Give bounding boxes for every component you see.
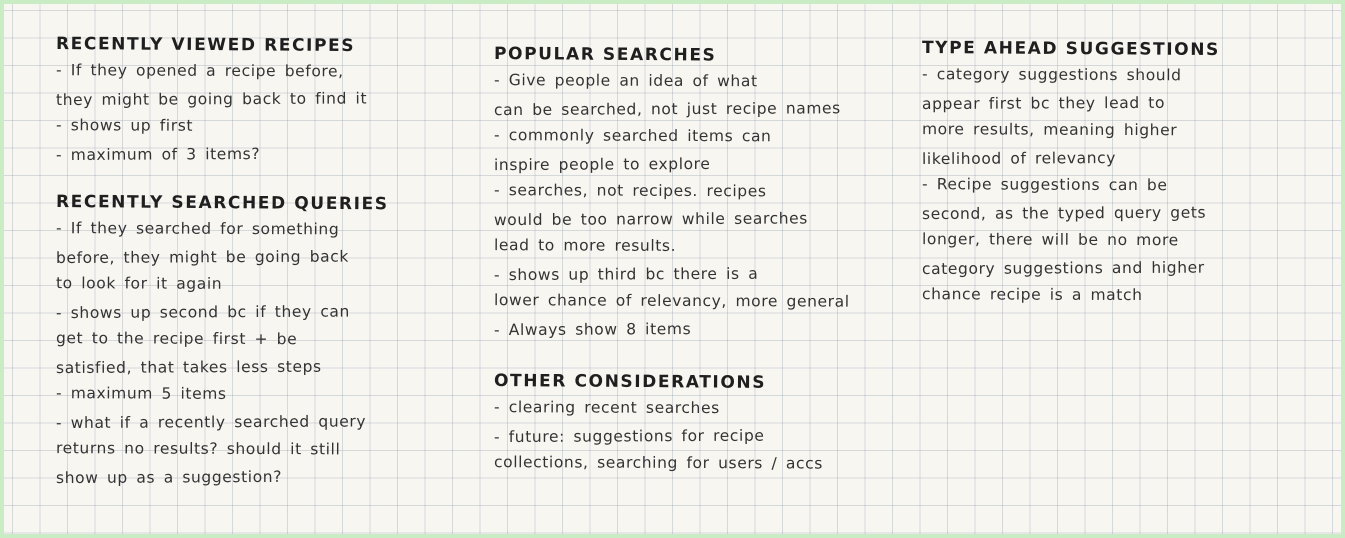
note-line: - clearing recent searches [493,398,720,418]
note-line: - maximum of 3 items? [55,144,261,164]
note-line: - Give people an idea of what [493,71,758,91]
note-line: collections, searching for users / accs [493,453,823,473]
section-heading: TYPE AHEAD SUGGESTIONS [921,38,1220,61]
section-heading: OTHER CONSIDERATIONS [493,371,767,393]
note-line: - If they searched for something [55,219,340,239]
section-recently-viewed-recipes [56,32,456,168]
note-line: lead to more results. [493,236,677,255]
note-line: second, as the typed query gets [921,203,1207,223]
note-line: likelihood of relevancy [921,148,1117,168]
notes-column-left [56,32,456,491]
note-line: to look for it again [55,274,223,293]
section-popular-searches [494,42,904,343]
notes-column-right [922,36,1322,310]
section-heading: RECENTLY VIEWED RECIPES [55,34,356,57]
note-line: - shows up third bc there is a [493,264,759,284]
note-line: - Always show 8 items [493,319,692,339]
note-line: - Recipe suggestions can be [921,175,1168,195]
section-other-considerations [494,369,904,478]
note-line: - maximum 5 items [55,384,227,403]
note-line: get to the recipe first + be [55,329,298,349]
note-line: returns no results? should it still [55,439,341,459]
note-line: - shows up second bc if they can [55,302,350,322]
note-line: - shows up first [55,116,194,135]
notes-column-middle [494,42,904,478]
section-type-ahead-suggestions [922,36,1322,310]
note-line: - searches, not recipes. recipes [493,181,767,201]
note-line: - commonly searched items can [493,126,772,146]
note-line: they might be going back to find it [55,88,368,109]
note-line: appear first bc they lead to [921,93,1166,113]
notebook-page [4,4,1341,534]
note-line: lower chance of relevancy, more general [493,291,850,311]
note-line: can be searched, not just recipe names [493,98,841,119]
note-line: - what if a recently searched query [55,411,367,432]
note-line: would be too narrow while searches [493,208,808,229]
note-line: - If they opened a recipe before, [55,61,344,81]
section-recently-searched-queries [56,190,456,491]
note-line: category suggestions and higher [921,258,1205,278]
section-heading: RECENTLY SEARCHED QUERIES [55,192,389,215]
section-heading: POPULAR SEARCHES [493,44,717,66]
note-line: chance recipe is a match [921,285,1143,305]
note-line: longer, there will be no more [921,230,1179,250]
note-line: show up as a suggestion? [55,467,283,487]
note-line: before, they might be going back [55,247,349,267]
note-line: - future: suggestions for recipe [493,426,765,446]
note-line: - category suggestions should [921,65,1182,85]
note-line: inspire people to explore [493,154,711,174]
note-line: more results, meaning higher [921,120,1178,140]
note-line: satisfied, that takes less steps [55,357,322,377]
